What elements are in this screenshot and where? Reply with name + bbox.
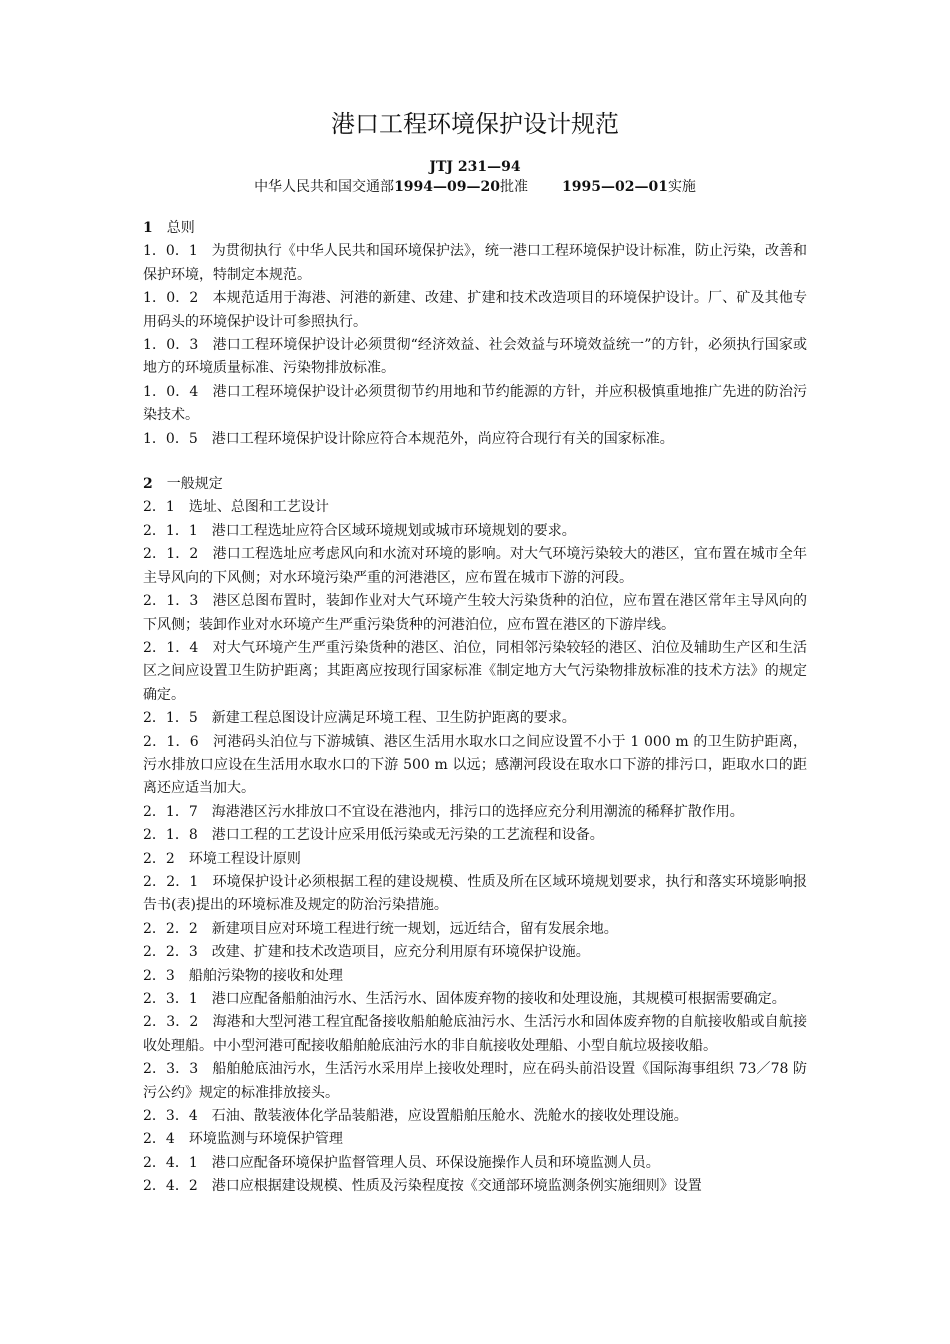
clause-2-2-2: 2．2．2 新建项目应对环境工程进行统一规划，远近结合，留有发展余地。 [143, 920, 618, 937]
clause-2-4-1: 2．4．1 港口应配备环境保护监督管理人员、环保设施操作人员和环境监测人员。 [143, 1154, 660, 1171]
clause-2-1-3: 2．1．3 港区总图布置时，装卸作业对大气环境产生较大污染货种的泊位，应布置在港区常年主导风向的下风侧；装卸作业对水环境产生严重污染货种的河港泊位，应布置在港区的下游岸线。 [143, 593, 807, 633]
approval-prefix: 中华人民共和国交通部 [254, 179, 395, 195]
clause-1-0-1: 1．0．1 为贯彻执行《中华人民共和国环境保护法》，统一港口工程环境保护设计标准，防止污染，改善和保护环境，特制定本规范。 [143, 243, 807, 283]
document-title: 港口工程环境保护设计规范 [331, 110, 619, 138]
approved-date: 1994—09—20 [394, 179, 500, 195]
standard-code: JTJ 231—94 [429, 159, 521, 175]
chapter-2-number: 2 [143, 476, 153, 493]
clause-2-2-3: 2．2．3 改建、扩建和技术改造项目，应充分利用原有环境保护设施。 [143, 944, 590, 961]
clause-1-0-4: 1．0．4 港口工程环境保护设计必须贯彻节约用地和节约能源的方针，并应积极慎重地推广先进的防治污染技术。 [143, 383, 807, 424]
clause-2-1-8: 2．1．8 港口工程的工艺设计应采用低污染或无污染的工艺流程和设备。 [143, 827, 604, 844]
effective-label: 实施 [667, 179, 696, 195]
clause-2-1-6: 2．1．6 河港码头泊位与下游城镇、港区生活用水取水口之间应设置不小于 1 000 m 的卫生防护距离，污水排放口应设在生活用水取水口的下游 500 m 以远；感潮河段设在取水口下游的排污口，距取水口的距离还应适当加大。 [143, 733, 807, 797]
chapter-2-title: 一般规定 [166, 476, 223, 493]
chapter-1-number: 1 [143, 220, 153, 236]
clause-2-4-2: 2．4．2 港口应根据建设规模、性质及污染程度按《交通部环境监测条例实施细则》设置 [143, 1178, 702, 1195]
chapter-1-title: 总则 [166, 220, 195, 236]
clause-2-3-1: 2．3．1 港口应配备船舶油污水、生活污水、固体废弃物的接收和处理设施，其规模可根据需要确定。 [143, 991, 786, 1007]
clause-2-1-7: 2．1．7 海港港区污水排放口不宜设在港池内，排污口的选择应充分利用潮流的稀释扩散作用。 [143, 803, 744, 820]
chapter-2-heading [143, 473, 807, 496]
chapter-1-heading [143, 217, 807, 240]
section-2-1: 2．1 选址、总图和工艺设计 [143, 499, 329, 516]
clause-2-1-1: 2．1．1 港口工程选址应符合区域环境规划或城市环境规划的要求。 [143, 522, 576, 539]
clause-1-0-5: 1．0．5 港口工程环境保护设计除应符合本规范外，尚应符合现行有关的国家标准。 [143, 430, 674, 447]
clause-2-3-4: 2．3．4 石油、散装液体化学品装船港，应设置船舶压舱水、洗舱水的接收处理设施。 [143, 1108, 688, 1125]
document-page [143, 105, 807, 1199]
clause-1-0-2: 1．0．2 本规范适用于海港、河港的新建、改建、扩建和技术改造项目的环境保护设计。厂、矿及其他专用码头的环境保护设计可参照执行。 [143, 290, 807, 330]
approval-line [143, 177, 807, 197]
effective-date: 1995—02—01 [562, 179, 668, 195]
clause-2-3-3: 2．3．3 船舶舱底油污水，生活污水采用岸上接收处理时，应在码头前沿设置《国际海事组织 73／78 防污公约》规定的标准排放接头。 [143, 1061, 807, 1101]
approved-label: 批准 [500, 179, 528, 195]
section-2-4: 2．4 环境监测与环境保护管理 [143, 1131, 343, 1148]
clause-2-1-2: 2．1．2 港口工程选址应考虑风向和水流对环境的影响。对大气环境污染较大的港区，宜布置在城市全年主导风向的下风侧；对水环境污染严重的河港港区，应布置在城市下游的河段。 [143, 546, 807, 586]
clause-2-3-2: 2．3．2 海港和大型河港工程宜配备接收船舶舱底油污水、生活污水和固体废弃物的自航接收船或自航接收处理船。中小型河港可配接收船舶舱底油污水的非自航接收处理船、小型自航垃圾接收船。 [143, 1014, 807, 1054]
section-2-3: 2．3 船舶污染物的接收和处理 [143, 967, 343, 984]
clause-1-0-3: 1．0．3 港口工程环境保护设计必须贯彻“经济效益、社会效益与环境效益统一”的方针，必须执行国家或地方的环境质量标准、污染物排放标准。 [143, 337, 807, 377]
clause-2-1-4: 2．1．4 对大气环境产生严重污染货种的港区、泊位，同相邻污染较轻的港区、泊位及辅助生产区和生活区之间应设置卫生防护距离；其距离应按现行国家标准《制定地方大气污染物排放标准的技术方法》的规定确定。 [143, 639, 807, 703]
clause-2-2-1: 2．2．1 环境保护设计必须根据工程的建设规模、性质及所在区域环境规划要求，执行和落实环境影响报告书(表)提出的环境标准及规定的防治污染措施。 [143, 873, 807, 914]
section-2-2: 2．2 环境工程设计原则 [143, 850, 301, 867]
clause-2-1-5: 2．1．5 新建工程总图设计应满足环境工程、卫生防护距离的要求。 [143, 710, 576, 727]
